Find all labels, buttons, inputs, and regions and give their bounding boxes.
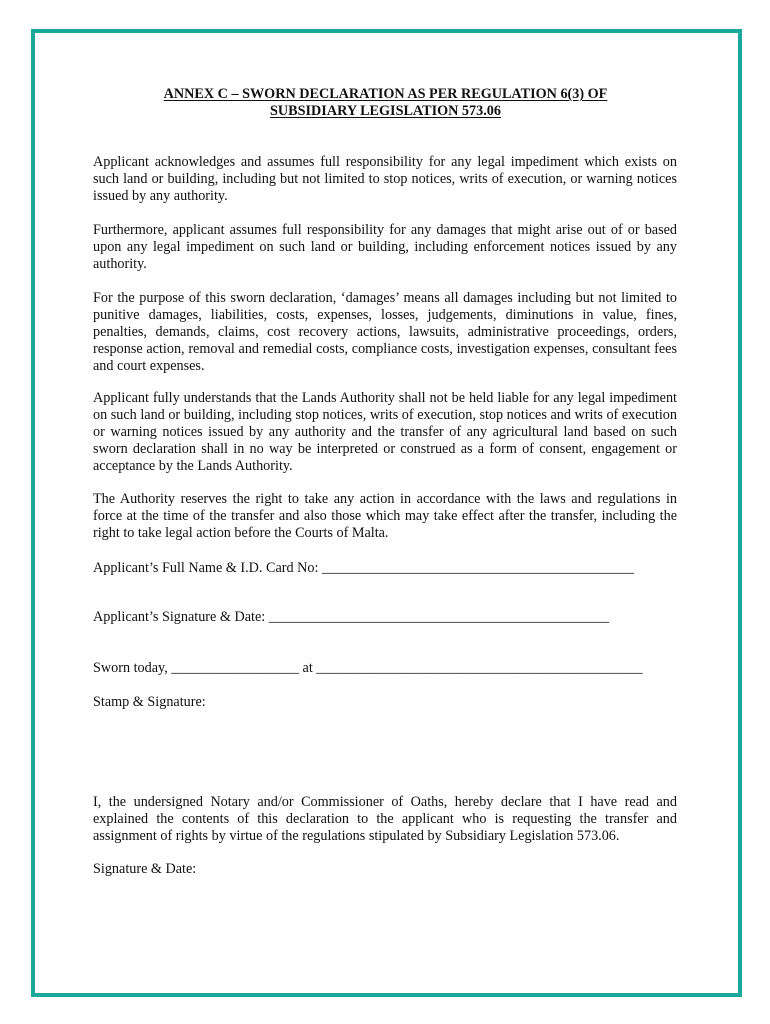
final-signature-date-label: Signature & Date:: [93, 861, 197, 877]
sworn-today-field: Sworn today, __________________ at ______________________________________________: [93, 660, 643, 676]
notary-declaration-paragraph: I, the undersigned Notary and/or Commissioner of Oaths, hereby declare that I have read and explained the contents of this declaration to the applicant who is requesting the transfer and assignment of rights by virtue of the regulations stipulated by Subsidiary Legislation 573.06.: [93, 794, 677, 844]
paragraph-damages-definition: For the purpose of this sworn declaration, ‘damages’ means all damages including but not limited to punitive damages, liabilities, costs, expenses, losses, judgements, diminutions in value, fines, penalties, demands, claims, cost recovery actions, lawsuits, administrative proceedings, orders, response action, removal and remedial costs, compliance costs, investigation expenses, consultant fees and court expenses.: [93, 290, 677, 374]
document-title: [93, 86, 678, 120]
stamp-signature-label: Stamp & Signature:: [93, 694, 206, 710]
full-name-id-field: Applicant’s Full Name & I.D. Card No: ____________________________________________: [93, 560, 635, 576]
document-title-line-2: SUBSIDIARY LEGISLATION 573.06: [270, 103, 501, 119]
paragraph-authority-rights: The Authority reserves the right to take any action in accordance with the laws and regulations in force at the time of the transfer and also those which may take effect after the transfer, including the right to take legal action before the Courts of Malta.: [93, 491, 677, 541]
paragraph-damages-responsibility: Furthermore, applicant assumes full responsibility for any damages that might arise out of or based upon any legal impediment on such land or building, including enforcement notices issued by any authority.: [93, 222, 677, 272]
paragraph-legal-impediment: Applicant acknowledges and assumes full responsibility for any legal impediment which exists on such land or building, including but not limited to stop notices, writs of execution, or warning notices issued by any authority.: [93, 154, 677, 204]
applicant-signature-date-field: Applicant’s Signature & Date: ________________________________________________: [93, 609, 610, 625]
document-title-line-1: ANNEX C – SWORN DECLARATION AS PER REGULATION 6(3) OF: [163, 86, 608, 102]
paragraph-lands-authority-liability: Applicant fully understands that the Lands Authority shall not be held liable for any legal impediment on such land or building, including stop notices, writs of execution, stop notices and writs of execution or warning notices issued by any authority and the transfer of any agricultural land based on such sworn declaration shall in no way be interpreted or construed as a form of consent, engagement or acceptance by the Lands Authority.: [93, 390, 677, 474]
